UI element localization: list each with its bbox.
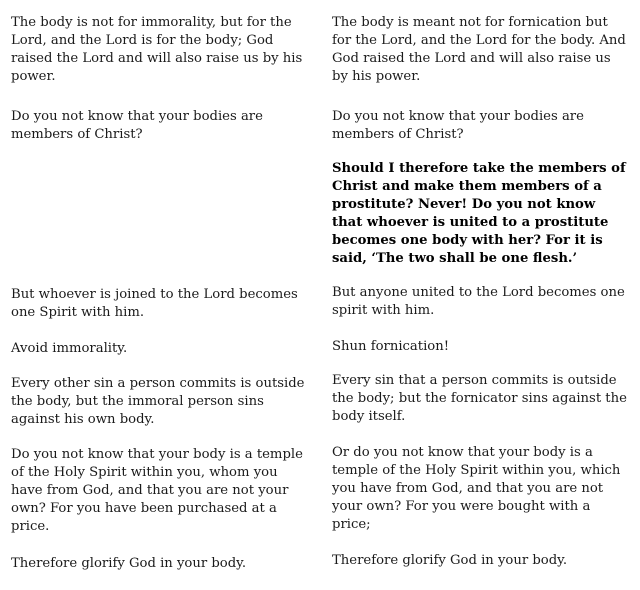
left-verse-17: But whoever is joined to the Lord becomes one Spirit with him. (11, 287, 298, 320)
left-verse-15: Do you not know that your bodies are members of Christ? (11, 109, 263, 142)
left-verse-18a: Avoid immorality. (11, 341, 128, 356)
right-verse-15b-16: Should I therefore take the members of Christ and make them members of a prostitute? Never! Do you not know that whoever is united to a prostitute becomes one body with her? For it is said, ‘The two shall be one flesh.’ (332, 161, 626, 266)
right-verse-18b: Every sin that a person commits is outside the body; but the fornicator sins against the body itself. (332, 373, 627, 424)
right-verse-17: But anyone united to the Lord becomes one spirit with him. (332, 285, 625, 318)
left-verse-18b: Every other sin a person commits is outside the body, but the immoral person sins against his own body. (11, 376, 305, 427)
left-verse-13: The body is not for immorality, but for the Lord, and the Lord is for the body; God raised the Lord and will also raise us by his power. (11, 15, 303, 84)
right-verse-13: The body is meant not for fornication but for the Lord, and the Lord for the body. And God raised the Lord and will also raise us by his power. (332, 15, 626, 84)
right-verse-19: Or do you not know that your body is a temple of the Holy Spirit within you, which you have from God, and that you are not your own? For you were bought with a price; (332, 445, 621, 532)
right-verse-20: Therefore glorify God in your body. (332, 553, 568, 568)
right-verse-15a: Do you not know that your bodies are members of Christ? (332, 109, 584, 142)
left-verse-20: Therefore glorify God in your body. (11, 556, 247, 571)
left-verse-19: Do you not know that your body is a temple of the Holy Spirit within you, whom you have from God, and that you are not your own? For you have been purchased at a price. (11, 447, 303, 534)
right-verse-18a: Shun fornication! (332, 339, 450, 354)
